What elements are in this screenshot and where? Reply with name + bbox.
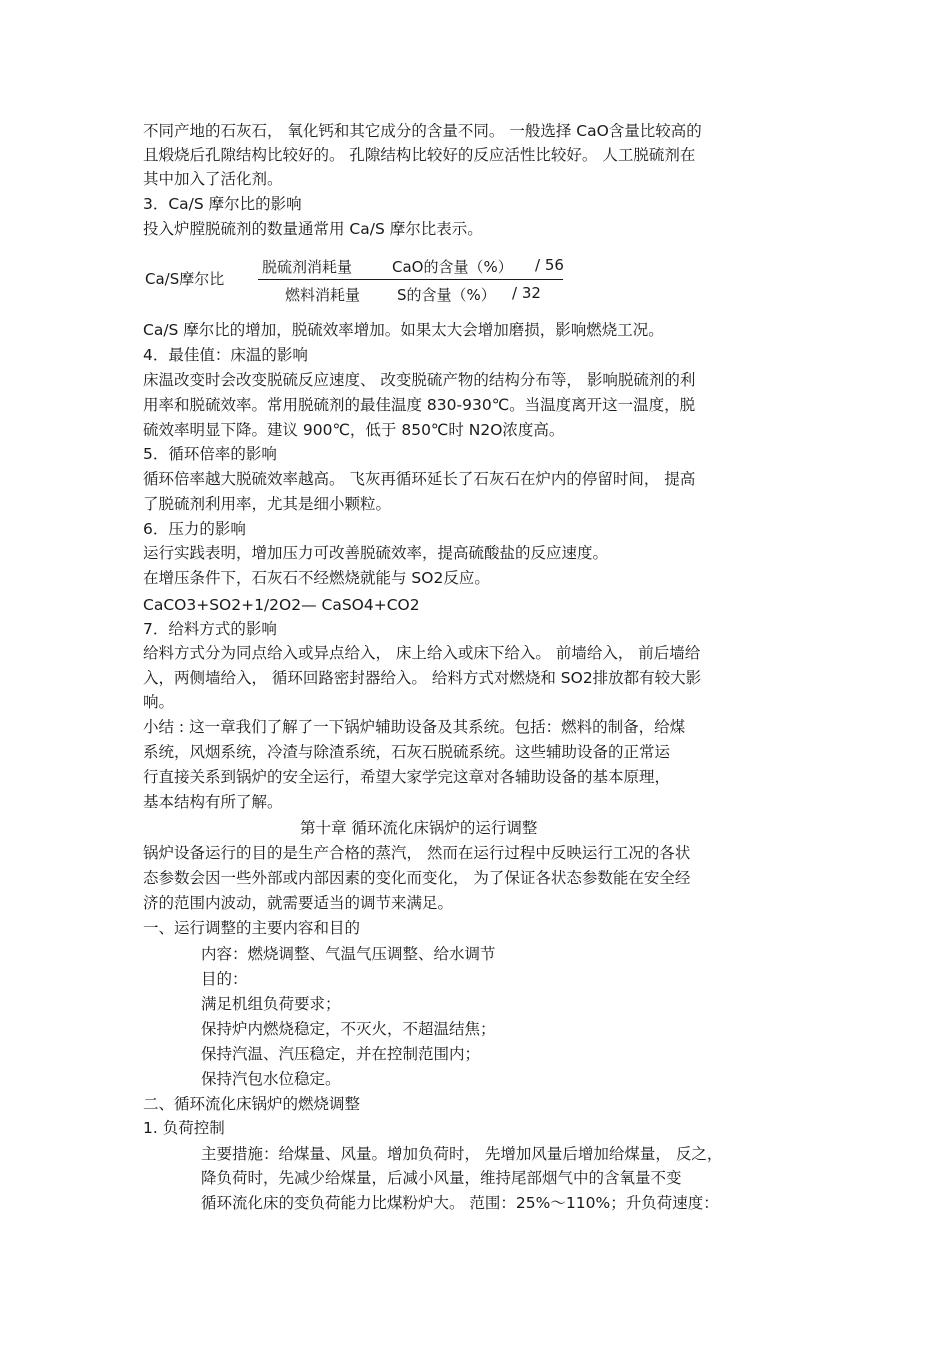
summary-line: 行直接关系到锅炉的安全运行，希望大家学完这章对各辅助设备的基本原理， — [143, 768, 671, 786]
formula-numerator-divisor: / 56 — [535, 256, 564, 274]
section-heading: 1. 负荷控制 — [143, 1119, 225, 1137]
text-line: Ca/S 摩尔比的增加，脱硫效率增加。如果太大会增加磨损，影响燃烧工况。 — [143, 321, 664, 339]
text-line: 且煅烧后孔隙结构比较好的。 孔隙结构比较好的反应活性比较好。 人工脱硫剂在 — [143, 146, 696, 164]
formula-numerator-right: CaO的含量（%） — [392, 258, 513, 276]
indented-line: 保持炉内燃烧稳定，不灭火，不超温结焦； — [201, 1020, 496, 1038]
indented-line: 主要措施：给煤量、风量。增加负荷时， 先增加风量后增加给煤量， 反之， — [201, 1145, 723, 1163]
text-line: 锅炉设备运行的目的是生产合格的蒸汽， 然而在运行过程中反映运行工况的各状 — [143, 844, 691, 862]
chapter-title: 第十章 循环流化床锅炉的运行调整 — [300, 819, 538, 837]
indented-line: 保持汽温、汽压稳定，并在控制范围内； — [201, 1045, 481, 1063]
indented-line: 降负荷时，先减少给煤量，后减小风量，维持尾部烟气中的含氧量不变 — [201, 1169, 682, 1187]
text-line: 在增压条件下，石灰石不经燃烧就能与 SO2反应。 — [143, 569, 490, 587]
section-heading: 7．给料方式的影响 — [143, 620, 277, 638]
summary-line: 系统，风烟系统，冷渣与除渣系统，石灰石脱硫系统。这些辅助设备的正常运 — [143, 743, 671, 761]
text-line: 不同产地的石灰石， 氧化钙和其它成分的含量不同。 一般选择 CaO含量比较高的 — [143, 122, 702, 140]
text-line: 态参数会因一些外部或内部因素的变化而变化， 为了保证各状态参数能在安全经 — [143, 869, 691, 887]
summary-line: 基本结构有所了解。 — [143, 793, 283, 811]
text-line: 给料方式分为同点给入或异点给入， 床上给入或床下给入。 前墙给入， 前后墙给 — [143, 644, 701, 662]
formula-label: Ca/S摩尔比 — [145, 270, 225, 288]
section-heading: 二、循环流化床锅炉的燃烧调整 — [143, 1095, 361, 1113]
indented-line: 目的： — [201, 970, 248, 988]
formula-denominator-divisor: / 32 — [512, 284, 541, 302]
section-heading: 一、运行调整的主要内容和目的 — [143, 919, 361, 937]
text-line: 响。 — [143, 693, 175, 711]
fraction-bar — [258, 279, 563, 280]
text-line: 运行实践表明，增加压力可改善脱硫效率，提高硫酸盐的反应速度。 — [143, 544, 609, 562]
chemical-equation: CaCO3+SO2+1/2O2— CaSO4+CO2 — [143, 596, 420, 614]
indented-line: 循环流化床的变负荷能力比煤粉炉大。 范围：25%～110%；升负荷速度： — [201, 1194, 719, 1212]
section-heading: 6．压力的影响 — [143, 520, 246, 538]
indented-line: 保持汽包水位稳定。 — [201, 1070, 341, 1088]
text-line: 用率和脱硫效率。常用脱硫剂的最佳温度 830-930℃。当温度离开这一温度，脱 — [143, 396, 696, 414]
text-line: 其中加入了活化剂。 — [143, 170, 283, 188]
text-line: 硫效率明显下降。建议 900℃，低于 850℃时 N2O浓度高。 — [143, 421, 565, 439]
formula-denominator-right: S的含量（%） — [397, 286, 496, 304]
text-line: 投入炉膛脱硫剂的数量通常用 Ca/S 摩尔比表示。 — [143, 220, 483, 238]
formula-denominator-left: 燃料消耗量 — [285, 286, 361, 304]
section-heading: 5．循环倍率的影响 — [143, 445, 277, 463]
section-heading: 3．Ca/S 摩尔比的影响 — [143, 195, 302, 213]
section-heading: 4．最佳值：床温的影响 — [143, 346, 308, 364]
indented-line: 内容：燃烧调整、气温气压调整、给水调节 — [201, 945, 496, 963]
indented-line: 满足机组负荷要求； — [201, 995, 341, 1013]
text-line: 了脱硫剂利用率，尤其是细小颗粒。 — [143, 495, 392, 513]
text-line: 济的范围内波动，就需要适当的调节来满足。 — [143, 894, 454, 912]
formula-numerator-left: 脱硫剂消耗量 — [262, 258, 353, 276]
text-line: 循环倍率越大脱硫效率越高。 飞灰再循环延长了石灰石在炉内的停留时间， 提高 — [143, 470, 696, 488]
text-line: 入，两侧墙给入， 循环回路密封器给入。 给料方式对燃烧和 SO2排放都有较大影 — [143, 669, 702, 687]
text-line: 床温改变时会改变脱硫反应速度、 改变脱硫产物的结构分布等， 影响脱硫剂的利 — [143, 371, 696, 389]
summary-line: 小结 : 这一章我们了解了一下锅炉辅助设备及其系统。包括：燃料的制备，给煤 — [143, 718, 686, 736]
